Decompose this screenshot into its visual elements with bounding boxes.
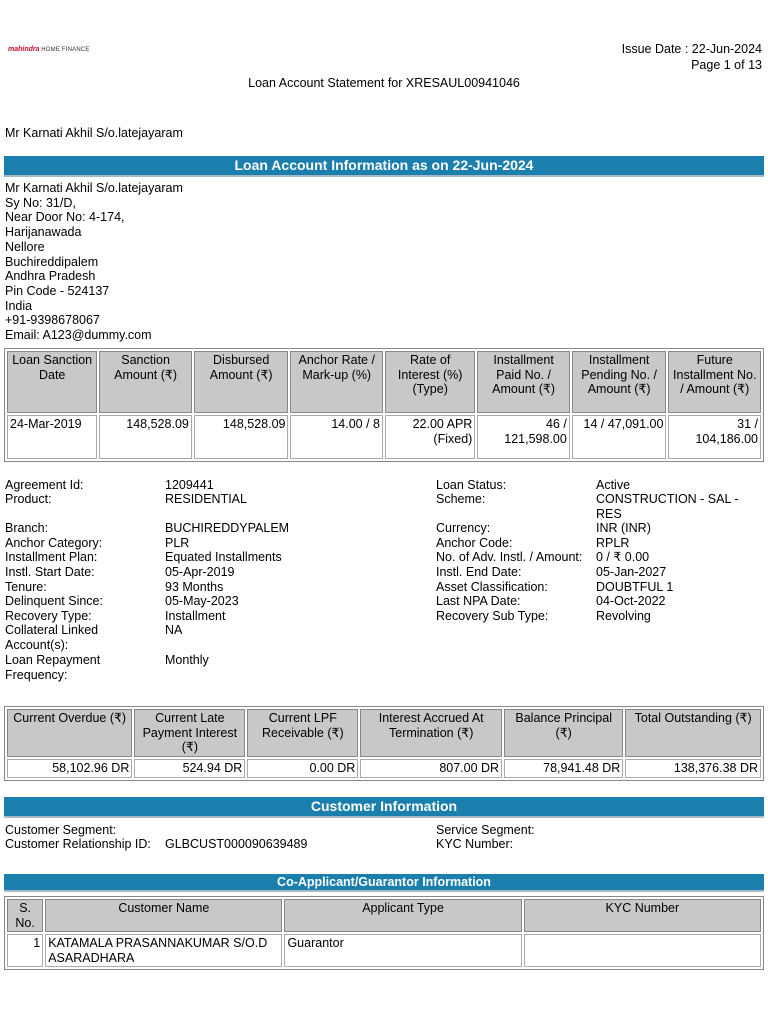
table-cell: 58,102.96 DR xyxy=(7,759,132,778)
loan-info-banner: Loan Account Information as on 22-Jun-2024 xyxy=(4,156,764,177)
address-line: Email: A123@dummy.com xyxy=(5,328,152,343)
detail-value: Installment xyxy=(165,609,226,623)
detail-value: 0 / ₹ 0.00 xyxy=(596,550,650,564)
table-cell: 138,376.38 DR xyxy=(625,759,761,778)
table-cell: 148,528.09 xyxy=(99,415,192,459)
column-header: Customer Name xyxy=(45,899,282,932)
column-header: Rate of Interest (%) (Type) xyxy=(385,351,475,413)
detail-label: Agreement Id: xyxy=(5,478,84,492)
column-header: Total Outstanding (₹) xyxy=(625,709,761,757)
detail-label: Instl. Start Date: xyxy=(5,565,95,579)
detail-label: Collateral Linked Account(s): xyxy=(5,623,99,652)
table-header-row xyxy=(7,899,761,932)
address-line: Harijanawada xyxy=(5,225,82,240)
header-meta xyxy=(622,41,762,73)
table-row xyxy=(7,415,761,459)
column-header: Balance Principal (₹) xyxy=(504,709,623,757)
table-cell: 14.00 / 8 xyxy=(290,415,383,459)
customer-address xyxy=(5,181,183,343)
detail-value: 05-Jan-2027 xyxy=(596,565,667,579)
detail-label: No. of Adv. Instl. / Amount: xyxy=(436,550,583,564)
table-cell: KATAMALA PRASANNAKUMAR S/O.D ASARADHARA xyxy=(45,934,282,967)
column-header: Future Installment No. / Amount (₹) xyxy=(668,351,761,413)
table-cell: 31 / 104,186.00 xyxy=(668,415,761,459)
address-line: Sy No: 31/D, xyxy=(5,195,76,210)
loan-summary-table xyxy=(4,348,764,462)
table-cell: 24-Mar-2019 xyxy=(7,415,97,459)
column-header: Interest Accrued At Termination (₹) xyxy=(360,709,502,757)
table-row xyxy=(7,759,761,778)
service-segment-label: Service Segment: xyxy=(436,823,535,837)
address-line: +91-9398678067 xyxy=(5,313,100,328)
brand-name: mahindra xyxy=(8,46,40,53)
detail-label: Recovery Sub Type: xyxy=(436,609,549,623)
column-header: KYC Number xyxy=(524,899,761,932)
detail-label: Branch: xyxy=(5,521,49,535)
customer-segment-label: Customer Segment: xyxy=(5,823,117,837)
detail-label: Installment Plan: xyxy=(5,550,98,564)
customer-relationship-value: GLBCUST000090639489 xyxy=(165,837,308,851)
address-line: India xyxy=(5,298,33,313)
table-cell: 22.00 APR (Fixed) xyxy=(385,415,475,459)
detail-value: Monthly xyxy=(165,653,209,667)
detail-value: 1209441 xyxy=(165,478,214,492)
column-header: Loan Sanction Date xyxy=(7,351,97,413)
column-header: Current Overdue (₹) xyxy=(7,709,132,757)
detail-value: DOUBTFUL 1 xyxy=(596,580,674,594)
table-cell: 1 xyxy=(7,934,43,967)
column-header: Current Late Payment Interest (₹) xyxy=(134,709,245,757)
table-cell: 46 / 121,598.00 xyxy=(477,415,570,459)
table-cell: 148,528.09 xyxy=(194,415,289,459)
address-line: Mr Karnati Akhil S/o.latejayaram xyxy=(5,181,183,195)
detail-label: Product: xyxy=(5,492,52,506)
coapplicant-banner: Co-Applicant/Guarantor Information xyxy=(4,874,764,892)
kyc-number-label: KYC Number: xyxy=(436,837,514,851)
detail-label: Scheme: xyxy=(436,492,486,506)
detail-value: 05-Apr-2019 xyxy=(165,565,235,579)
brand-subtitle: HOME FINANCE xyxy=(41,47,90,53)
column-header: Current LPF Receivable (₹) xyxy=(247,709,358,757)
column-header: Applicant Type xyxy=(284,899,521,932)
detail-label: Instl. End Date: xyxy=(436,565,522,579)
detail-value: NA xyxy=(165,623,183,637)
detail-label: Anchor Category: xyxy=(5,536,103,550)
customer-relationship-label: Customer Relationship ID: xyxy=(5,837,151,851)
table-cell xyxy=(524,934,761,967)
table-row xyxy=(7,934,761,967)
issue-date: Issue Date : 22-Jun-2024 xyxy=(621,42,762,56)
table-cell: Guarantor xyxy=(284,934,521,967)
customer-greeting: Mr Karnati Akhil S/o.latejayaram xyxy=(5,126,183,140)
table-header-row xyxy=(7,351,761,413)
detail-value: Equated Installments xyxy=(165,550,282,564)
page-number: Page 1 of 13 xyxy=(691,58,762,72)
detail-value: BUCHIREDDYPALEM xyxy=(165,521,290,535)
detail-value: 93 Months xyxy=(165,580,224,594)
detail-value: CONSTRUCTION - SAL - RES xyxy=(596,492,739,521)
detail-label: Recovery Type: xyxy=(5,609,92,623)
detail-label: Tenure: xyxy=(5,580,47,594)
column-header: Anchor Rate / Mark-up (%) xyxy=(290,351,383,413)
address-line: Pin Code - 524137 xyxy=(5,283,110,298)
detail-value: 05-May-2023 xyxy=(165,594,239,608)
detail-label: Loan Status: xyxy=(436,478,507,492)
detail-value: PLR xyxy=(165,536,190,550)
detail-value: 04-Oct-2022 xyxy=(596,594,666,608)
address-line: Andhra Pradesh xyxy=(5,269,96,284)
detail-label: Loan Repayment Frequency: xyxy=(5,653,101,682)
detail-label: Anchor Code: xyxy=(436,536,513,550)
table-cell: 807.00 DR xyxy=(360,759,502,778)
column-header: Installment Pending No. / Amount (₹) xyxy=(572,351,667,413)
detail-label: Last NPA Date: xyxy=(436,594,521,608)
detail-value: RPLR xyxy=(596,536,630,550)
detail-value: INR (INR) xyxy=(596,521,651,535)
address-line: Near Door No: 4-174, xyxy=(5,210,125,225)
table-cell: 78,941.48 DR xyxy=(504,759,623,778)
column-header: Installment Paid No. / Amount (₹) xyxy=(477,351,570,413)
address-line: Nellore xyxy=(5,239,45,254)
table-header-row xyxy=(7,709,761,757)
detail-value: RESIDENTIAL xyxy=(165,492,247,506)
dues-table xyxy=(4,706,764,781)
detail-label: Delinquent Since: xyxy=(5,594,103,608)
table-cell: 14 / 47,091.00 xyxy=(572,415,667,459)
detail-label: Asset Classification: xyxy=(436,580,548,594)
detail-value: Revolving xyxy=(596,609,651,623)
mahindra-logo xyxy=(8,46,90,53)
customer-info-banner: Customer Information xyxy=(4,797,764,818)
address-line: Buchireddipalem xyxy=(5,254,99,269)
table-cell: 524.94 DR xyxy=(134,759,245,778)
detail-label: Currency: xyxy=(436,521,491,535)
detail-value: Active xyxy=(596,478,631,492)
column-header: S. No. xyxy=(7,899,43,932)
statement-title: Loan Account Statement for XRESAUL00941046 xyxy=(248,76,520,90)
table-cell: 0.00 DR xyxy=(247,759,358,778)
column-header: Sanction Amount (₹) xyxy=(99,351,192,413)
column-header: Disbursed Amount (₹) xyxy=(194,351,289,413)
coapplicant-table xyxy=(4,896,764,970)
